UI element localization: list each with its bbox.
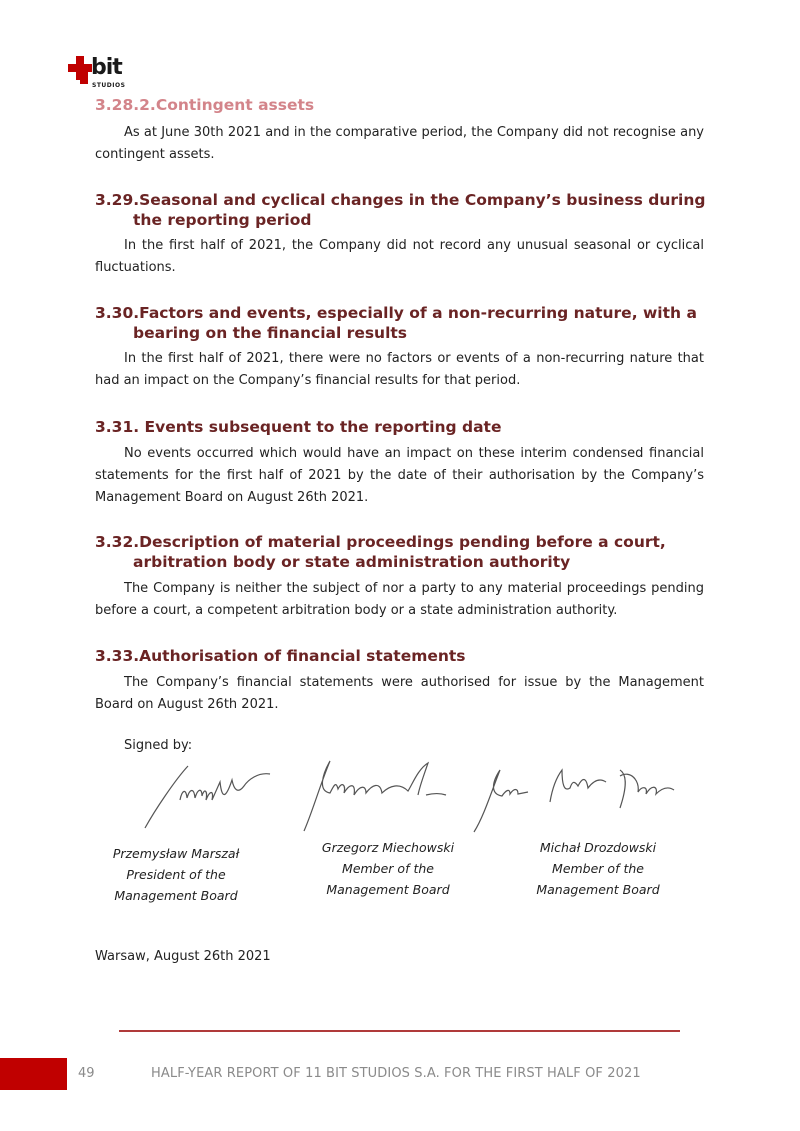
logo-wordmark: bit: [91, 55, 122, 80]
signatory-role: Management Board: [536, 882, 660, 897]
section-title-continued: bearing on the financial results: [133, 324, 408, 342]
section-title-continued: arbitration body or state administration authority: [133, 553, 571, 571]
page-number: 49: [78, 1066, 95, 1081]
section-number: 3.28.2.: [95, 96, 156, 114]
signatory-name: Michał Drozdowski: [539, 840, 657, 855]
section-title: Authorisation of financial statements: [139, 647, 466, 665]
signature-marszal: [140, 760, 280, 830]
section-title: Description of material proceedings pending before a court,: [139, 533, 666, 551]
section-title: Seasonal and cyclical changes in the Company’s business during: [139, 191, 706, 209]
paragraph-seasonal: In the first half of 2021, the Company did not record any unusual seasonal or cyclical fluctuations.: [95, 238, 704, 275]
signed-by-label: Signed by:: [124, 738, 193, 753]
section-heading-3-30: [95, 303, 697, 343]
signatory-role: Member of the: [552, 861, 644, 876]
section-title: Events subsequent to the reporting date: [139, 418, 502, 436]
section-number: 3.32.: [95, 533, 140, 551]
signatory-role: Management Board: [326, 882, 450, 897]
signature-miechowski: [300, 755, 460, 835]
section-title: Contingent assets: [155, 96, 315, 114]
footer-title: HALF-YEAR REPORT OF 11 BIT STUDIOS S.A. FOR THE FIRST HALF OF 2021: [151, 1066, 641, 1081]
signatory-name: Przemysław Marszał: [112, 846, 240, 861]
footer-accent-block: [0, 1058, 67, 1090]
section-heading-3-31: [95, 417, 501, 437]
section-number: 3.29.: [95, 191, 140, 209]
paragraph-authorisation: The Company’s financial statements were authorised for issue by the Management Board on August 26th 2021.: [95, 675, 704, 712]
place-and-date: Warsaw, August 26th 2021: [95, 949, 271, 964]
signatory-marszal: [86, 843, 266, 906]
section-title: Factors and events, especially of a non-recurring nature, with a: [139, 304, 697, 322]
signatory-role: Management Board: [114, 888, 238, 903]
signature-drozdowski: [470, 760, 690, 840]
logo-subtitle: STUDIOS: [92, 82, 126, 89]
paragraph-subsequent-events: No events occurred which would have an impact on these interim condensed financial statements for the first half of 2021 by the date of their authorisation by the Company’s Management Board on August 26th 2021.: [95, 446, 704, 505]
signatory-name: Grzegorz Miechowski: [321, 840, 455, 855]
paragraph-contingent-assets: As at June 30th 2021 and in the comparative period, the Company did not recognise any contingent assets.: [95, 125, 704, 162]
section-heading-3-29: [95, 190, 706, 230]
section-heading-3-33: [95, 646, 466, 666]
section-number: 3.31.: [95, 418, 140, 436]
section-title-continued: the reporting period: [133, 211, 312, 229]
signatory-role: Member of the: [342, 861, 434, 876]
section-number: 3.33.: [95, 647, 140, 665]
signatory-drozdowski: [508, 837, 688, 900]
signatory-role: President of the: [126, 867, 226, 882]
signatory-miechowski: [298, 837, 478, 900]
section-number: 3.30.: [95, 304, 140, 322]
paragraph-factors: In the first half of 2021, there were no factors or events of a non-recurring nature that had an impact on the Company’s financial results for that period.: [95, 351, 704, 388]
section-heading-3-32: [95, 532, 666, 572]
section-heading-3-28-2: [95, 95, 314, 115]
footer-divider: [119, 1030, 680, 1032]
paragraph-proceedings: The Company is neither the subject of nor a party to any material proceedings pending before a court, a competent arbitration body or a state administration authority.: [95, 581, 704, 618]
